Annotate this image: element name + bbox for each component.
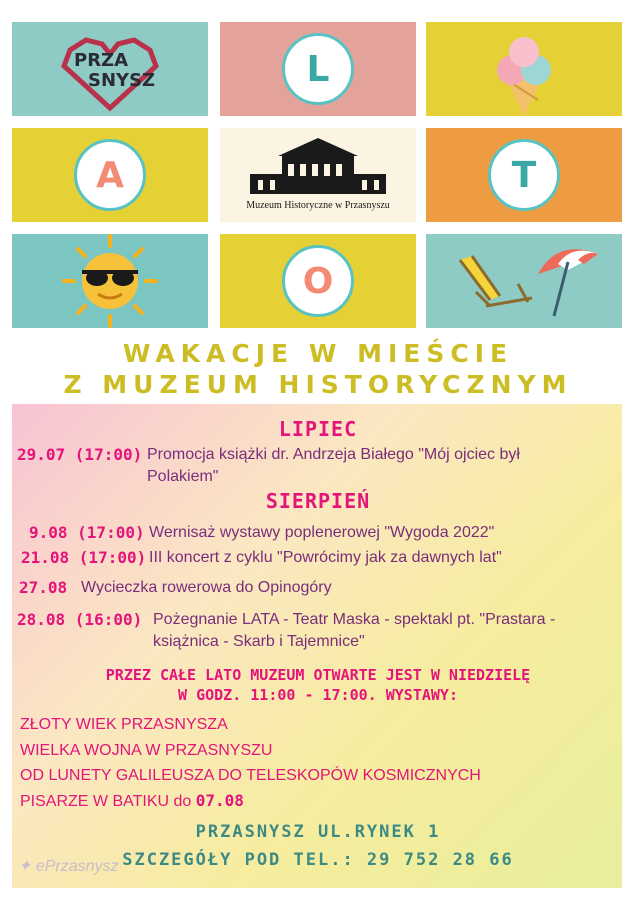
- event-aug-28: [17, 609, 624, 653]
- letter-t: T: [488, 139, 560, 211]
- museum-caption: Muzeum Historyczne w Przasnyszu: [246, 200, 390, 211]
- event-description-line: Wernisaż wystawy poplenerowej "Wygoda 2022": [149, 524, 495, 541]
- event-date: 28.08 (16:00): [17, 610, 143, 629]
- ice-cream-icon: [426, 22, 622, 116]
- tile-sun: [12, 234, 208, 328]
- watermark-star-icon: ✦: [18, 858, 32, 875]
- event-description: [149, 547, 624, 569]
- tile-logo: [12, 22, 208, 116]
- letter-l: L: [282, 33, 354, 105]
- letter-a: A: [74, 139, 146, 211]
- event-description: [149, 522, 624, 544]
- event-description: [153, 609, 624, 653]
- exhibition-item: WIELKA WOJNA W PRZASNYSZU: [20, 742, 273, 759]
- event-aug-9: [17, 522, 624, 544]
- event-description-line: Wycieczka rowerowa do Opinogóry: [81, 579, 332, 596]
- headline-line-1: WAKACJE W MIEŚCIE: [122, 339, 514, 368]
- headline-line-2: Z MUZEUM HISTORYCZNYM: [63, 370, 573, 399]
- tile-ice-cream: [426, 22, 622, 116]
- logo-text-top: PRZA: [74, 50, 129, 71]
- event-date: 21.08 (17:00): [21, 548, 147, 567]
- tile-letter-l: [220, 22, 416, 116]
- tile-letter-o: [220, 234, 416, 328]
- event-date: 9.08 (17:00): [29, 523, 145, 542]
- tile-museum: [220, 128, 416, 222]
- watermark-text: ePrzasnysz: [35, 858, 119, 875]
- month-august: SIERPIEŃ: [265, 489, 371, 513]
- footer-address: PRZASNYSZ UL.RYNEK 1: [195, 822, 441, 842]
- opening-notice-line-1: PRZEZ CAŁE LATO MUZEUM OTWARTE JEST W NIEDZIELĘ: [105, 666, 531, 684]
- sun-sunglasses-icon: [12, 234, 208, 328]
- event-july-29: [17, 444, 624, 488]
- exhibition-item: OD LUNETY GALILEUSZA DO TELESKOPÓW KOSMICZNYCH: [20, 767, 481, 784]
- logo-text-bottom: SNYSZ: [88, 70, 156, 91]
- exhibition-until-date: 07.08: [195, 791, 244, 810]
- tile-beach: [426, 234, 622, 328]
- event-description: [81, 577, 624, 599]
- footer-contact: SZCZEGÓŁY POD TEL.: 29 752 28 66: [122, 850, 514, 870]
- tile-letter-t: [426, 128, 622, 222]
- exhibition-text: PISARZE W BATIKU do: [20, 793, 196, 810]
- beach-umbrella-icon: [532, 234, 612, 328]
- event-date: 29.07 (17:00): [17, 445, 143, 464]
- event-description-line: książnica - Skarb i Tajemnice": [153, 633, 365, 650]
- event-date: 27.08: [19, 578, 68, 597]
- month-july: LIPIEC: [278, 417, 358, 441]
- tile-letter-a: [12, 128, 208, 222]
- event-aug-27: [17, 577, 624, 599]
- event-description-line: III koncert z cyklu "Powrócimy jak za dawnych lat": [149, 549, 502, 566]
- deck-chair-icon: [446, 234, 546, 328]
- exhibition-item: ZŁOTY WIEK PRZASNYSZA: [20, 716, 228, 733]
- event-description-line: Promocja książki dr. Andrzeja Białego "Mój ojciec był: [147, 446, 520, 463]
- event-aug-21: [17, 547, 624, 569]
- event-description-line: Polakiem": [147, 468, 219, 485]
- exhibition-item-last: [20, 791, 244, 811]
- watermark: [18, 856, 119, 876]
- event-description-line: Pożegnanie LATA - Teatr Maska - spektakl pt. "Prastara -: [153, 611, 556, 628]
- opening-notice-line-2: W GODZ. 11:00 - 17:00. WYSTAWY:: [178, 686, 458, 704]
- event-description: [147, 444, 624, 488]
- letter-o: O: [282, 245, 354, 317]
